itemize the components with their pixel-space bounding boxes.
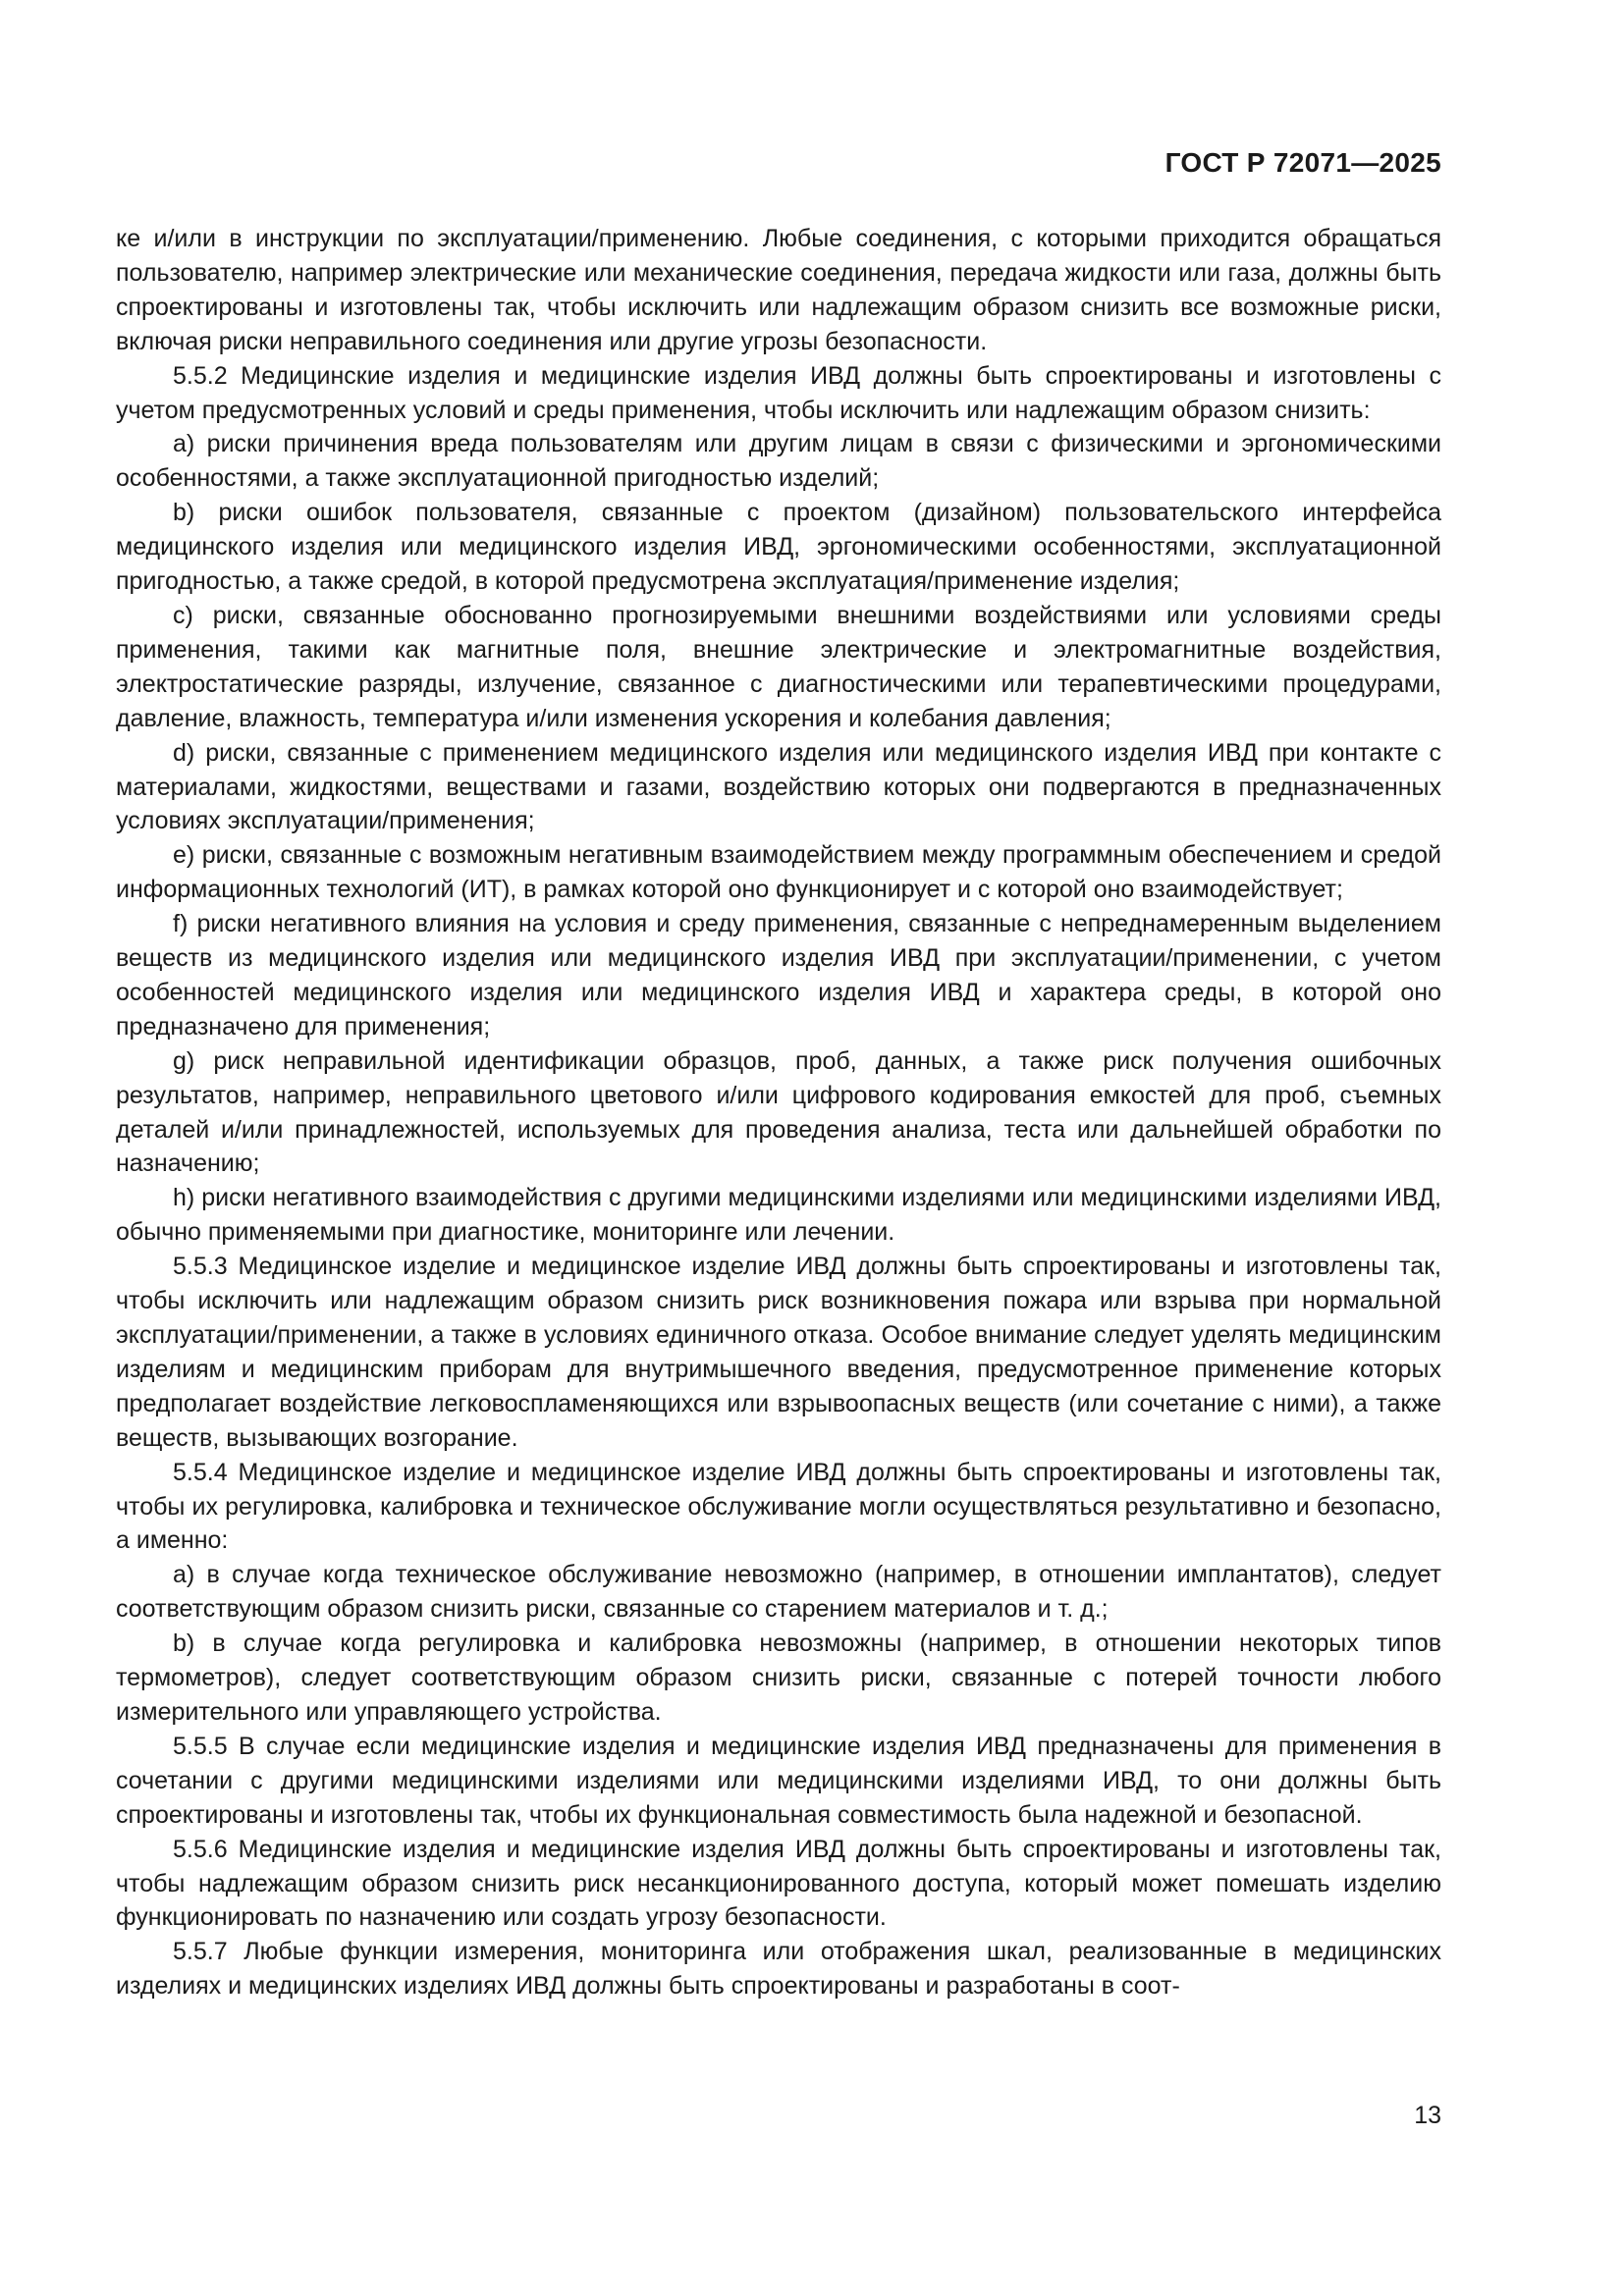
list-item-e: e) риски, связанные с возможным негативным взаимодействием между программным обеспечением и средой информационных технологий (ИТ), в рамках которой оно функционирует и с которой оно взаимодействует;	[116, 841, 1441, 904]
paragraph: ке и/или в инструкции по эксплуатации/применению. Любые соединения, с которыми приходится обращаться пользователю, например электрические или механические соединения, передача жидкости или газа, должны быть спроектированы и изготовлены так, чтобы исключить или надлежащим образом снизить все возможные риски, включая риски неправильного соединения или другие угрозы безопасности.	[116, 225, 1441, 355]
list-item-b: b) риски ошибок пользователя, связанные с проектом (дизайном) пользовательского интерфейса медицинского изделия или медицинского изделия ИВД, эргономическими особенностями, эксплуатационной пригодностью, а также средой, в которой предусмотрена эксплуатация/применение изделия;	[116, 499, 1441, 596]
list-item-b: b) в случае когда регулировка и калибровка невозможны (например, в отношении некоторых типов термометров), следует соответствующим образом снизить риски, связанные с потерей точности любого измерительного или управляющего устройства.	[116, 1629, 1441, 1726]
list-item-a: a) в случае когда техническое обслуживание невозможно (например, в отношении имплантатов), следует соответствующим образом снизить риски, связанные со старением материалов и т. д.;	[116, 1561, 1441, 1624]
list-item-h: h) риски негативного взаимодействия с другими медицинскими изделиями или медицинскими изделиями ИВД, обычно применяемыми при диагностике, мониторинге или лечении.	[116, 1184, 1441, 1247]
list-item-g: g) риск неправильной идентификации образцов, проб, данных, а также риск получения ошибочных результатов, например, неправильного цветового и/или цифрового кодирования емкостей для проб, съемных деталей и/или принадлежностей, используемых для проведения анализа, теста или дальнейшей обработки по назначению;	[116, 1046, 1441, 1178]
paragraph-5-5-2: 5.5.2 Медицинские изделия и медицинские изделия ИВД должны быть спроектированы и изготовлены с учетом предусмотренных условий и среды применения, чтобы исключить или надлежащим образом снизить:	[116, 361, 1441, 424]
list-item-f: f) риски негативного влияния на условия и среду применения, связанные с непреднамеренным выделением веществ из медицинского изделия или медицинского изделия ИВД при эксплуатации/применении, с учетом особенностей медицинского изделия или медицинского изделия ИВД и характера среды, в которой оно предназначено для применения;	[116, 910, 1441, 1041]
paragraph-5-5-5: 5.5.5 В случае если медицинские изделия и медицинские изделия ИВД предназначены для применения в сочетании с другими медицинскими изделиями или медицинскими изделиями ИВД, то они должны быть спроектированы и изготовлены так, чтобы их функциональная совместимость была надежной и безопасной.	[116, 1732, 1441, 1829]
paragraph-5-5-6: 5.5.6 Медицинские изделия и медицинские изделия ИВД должны быть спроектированы и изготовлены так, чтобы надлежащим образом снизить риск несанкционированного доступа, который может помешать изделию функционировать по назначению или создать угрозу безопасности.	[116, 1835, 1441, 1932]
paragraph-5-5-3: 5.5.3 Медицинское изделие и медицинское изделие ИВД должны быть спроектированы и изготовлены так, чтобы исключить или надлежащим образом снизить риск возникновения пожара или взрыва при нормальной эксплуатации/применении, а также в условиях единичного отказа. Особое внимание следует уделять медицинским изделиям и медицинским приборам для внутримышечного введения, предусмотренное применение которых предполагает воздействие легковоспламеняющихся или взрывоопасных веществ (или сочетание с ними), а также веществ, вызывающих возгорание.	[116, 1253, 1441, 1452]
document-page	[116, 0, 1441, 2296]
list-item-c: c) риски, связанные обоснованно прогнозируемыми внешними воздействиями или условиями среды применения, такими как магнитные поля, внешние электрические и электромагнитные воздействия, электростатические разряды, излучение, связанное с диагностическими или терапевтическими процедурами, давление, влажность, температура и/или изменения ускорения и колебания давления;	[116, 601, 1441, 732]
list-item-d: d) риски, связанные с применением медицинского изделия или медицинского изделия ИВД при контакте с материалами, жидкостями, веществами и газами, воздействию которых они подвергаются в предназначенных условиях эксплуатации/применения;	[116, 738, 1441, 835]
paragraph-5-5-7: 5.5.7 Любые функции измерения, мониторинга или отображения шкал, реализованные в медицинских изделиях и медицинских изделиях ИВД должны быть спроектированы и разработаны в соот-	[116, 1938, 1441, 2001]
paragraph-5-5-4: 5.5.4 Медицинское изделие и медицинское изделие ИВД должны быть спроектированы и изготовлены так, чтобы их регулировка, калибровка и техническое обслуживание могли осуществляться результативно и безопасно, а именно:	[116, 1458, 1441, 1555]
document-body	[116, 222, 1441, 2003]
page-number: 13	[1414, 2102, 1441, 2129]
document-header: ГОСТ Р 72071—2025	[1164, 147, 1441, 178]
list-item-a: a) риски причинения вреда пользователям или другим лицам в связи с физическими и эргономическими особенностями, а также эксплуатационной пригодностью изделий;	[116, 430, 1441, 493]
